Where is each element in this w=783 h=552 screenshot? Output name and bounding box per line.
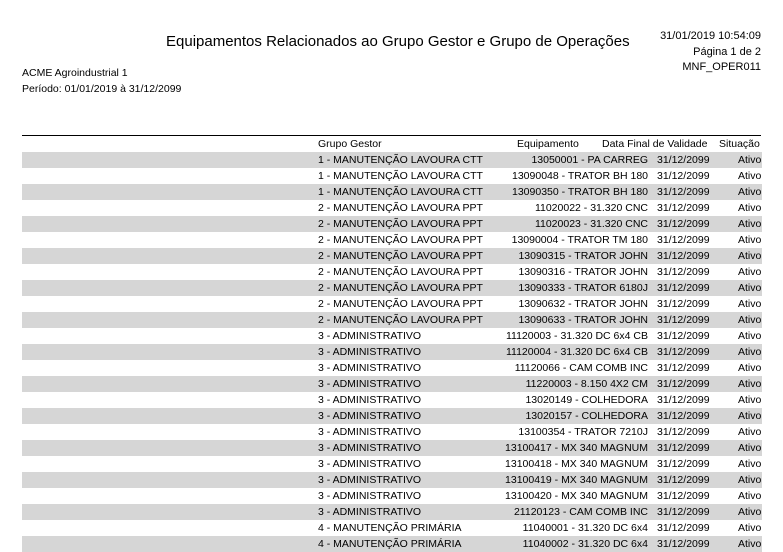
table-row — [22, 504, 762, 520]
cell-data: 31/12/2099 — [657, 154, 710, 166]
cell-data: 31/12/2099 — [657, 298, 710, 310]
cell-data: 31/12/2099 — [657, 458, 710, 470]
cell-equipamento: 13100417 - MX 340 MAGNUM — [505, 442, 648, 454]
cell-data: 31/12/2099 — [657, 362, 710, 374]
table-row — [22, 232, 762, 248]
table-row — [22, 184, 762, 200]
cell-situacao: Ativo — [738, 154, 762, 166]
cell-situacao: Ativo — [738, 394, 762, 406]
company-name: ACME Agroindustrial 1 — [22, 67, 128, 79]
cell-grupo: 2 - MANUTENÇÃO LAVOURA PPT — [318, 218, 483, 230]
cell-situacao: Ativo — [738, 186, 762, 198]
cell-situacao: Ativo — [738, 234, 762, 246]
table-row — [22, 280, 762, 296]
cell-data: 31/12/2099 — [657, 378, 710, 390]
cell-equipamento: 13100420 - MX 340 MAGNUM — [505, 490, 648, 502]
cell-situacao: Ativo — [738, 538, 762, 550]
cell-equipamento: 11220003 - 8.150 4X2 CM — [525, 378, 648, 390]
report-table-body — [22, 152, 762, 552]
cell-grupo: 3 - ADMINISTRATIVO — [318, 410, 422, 422]
report-title: Equipamentos Relacionados ao Grupo Gestor e Grupo de Operações — [166, 33, 630, 50]
cell-equipamento: 13090632 - TRATOR JOHN — [518, 298, 648, 310]
cell-equipamento: 21120123 - CAM COMB INC — [513, 506, 648, 518]
table-row — [22, 488, 762, 504]
cell-data: 31/12/2099 — [657, 218, 710, 230]
cell-equipamento: 11120004 - 31.320 DC 6x4 CB — [505, 346, 648, 358]
cell-equipamento: 11020023 - 31.320 CNC — [534, 218, 648, 230]
cell-data: 31/12/2099 — [657, 410, 710, 422]
cell-situacao: Ativo — [738, 474, 762, 486]
table-row — [22, 328, 762, 344]
cell-equipamento: 11120066 - CAM COMB INC — [514, 362, 648, 374]
cell-data: 31/12/2099 — [657, 394, 710, 406]
cell-equipamento: 13090048 - TRATOR BH 180 — [512, 170, 648, 182]
table-row — [22, 408, 762, 424]
table-row — [22, 424, 762, 440]
cell-grupo: 3 - ADMINISTRATIVO — [318, 474, 422, 486]
print-datetime: 31/01/2019 10:54:09 — [660, 30, 761, 42]
cell-grupo: 3 - ADMINISTRATIVO — [318, 330, 422, 342]
column-header-data: Data Final de Validade — [602, 138, 708, 150]
cell-data: 31/12/2099 — [657, 490, 710, 502]
cell-situacao: Ativo — [738, 330, 762, 342]
cell-data: 31/12/2099 — [657, 522, 710, 534]
cell-data: 31/12/2099 — [657, 426, 710, 438]
cell-grupo: 2 - MANUTENÇÃO LAVOURA PPT — [318, 250, 483, 262]
table-row — [22, 360, 762, 376]
cell-grupo: 3 - ADMINISTRATIVO — [318, 506, 422, 518]
cell-situacao: Ativo — [738, 298, 762, 310]
cell-situacao: Ativo — [738, 378, 762, 390]
cell-grupo: 3 - ADMINISTRATIVO — [318, 490, 422, 502]
cell-equipamento: 11040002 - 31.320 DC 6x4 — [522, 538, 648, 550]
cell-data: 31/12/2099 — [657, 474, 710, 486]
cell-situacao: Ativo — [738, 362, 762, 374]
table-row — [22, 536, 762, 552]
cell-data: 31/12/2099 — [657, 314, 710, 326]
cell-grupo: 2 - MANUTENÇÃO LAVOURA PPT — [318, 202, 483, 214]
cell-data: 31/12/2099 — [657, 250, 710, 262]
table-row — [22, 168, 762, 184]
column-header-equipamento: Equipamento — [517, 138, 579, 150]
period-label: Período: 01/01/2019 à 31/12/2099 — [22, 83, 182, 95]
table-row — [22, 216, 762, 232]
cell-grupo: 4 - MANUTENÇÃO PRIMÁRIA — [318, 538, 462, 550]
cell-data: 31/12/2099 — [657, 234, 710, 246]
cell-equipamento: 13050001 - PA CARREG — [531, 154, 648, 166]
cell-grupo: 3 - ADMINISTRATIVO — [318, 378, 422, 390]
cell-equipamento: 13090350 - TRATOR BH 180 — [512, 186, 648, 198]
cell-grupo: 1 - MANUTENÇÃO LAVOURA CTT — [318, 170, 483, 182]
cell-equipamento: 13100419 - MX 340 MAGNUM — [505, 474, 648, 486]
cell-data: 31/12/2099 — [657, 346, 710, 358]
cell-grupo: 3 - ADMINISTRATIVO — [318, 362, 422, 374]
table-row — [22, 440, 762, 456]
cell-situacao: Ativo — [738, 506, 762, 518]
cell-situacao: Ativo — [738, 266, 762, 278]
table-row — [22, 520, 762, 536]
cell-grupo: 2 - MANUTENÇÃO LAVOURA PPT — [318, 234, 483, 246]
report-code: MNF_OPER011 — [682, 61, 761, 73]
table-row — [22, 472, 762, 488]
cell-situacao: Ativo — [738, 202, 762, 214]
table-row — [22, 296, 762, 312]
cell-equipamento: 13090633 - TRATOR JOHN — [518, 314, 648, 326]
cell-equipamento: 13100418 - MX 340 MAGNUM — [505, 458, 648, 470]
table-row — [22, 344, 762, 360]
cell-data: 31/12/2099 — [657, 538, 710, 550]
table-row — [22, 200, 762, 216]
header-divider — [22, 135, 761, 136]
cell-equipamento: 13100354 - TRATOR 7210J — [518, 426, 648, 438]
cell-situacao: Ativo — [738, 458, 762, 470]
table-row — [22, 312, 762, 328]
cell-data: 31/12/2099 — [657, 202, 710, 214]
cell-situacao: Ativo — [738, 410, 762, 422]
cell-equipamento: 11040001 - 31.320 DC 6x4 — [522, 522, 648, 534]
table-row — [22, 456, 762, 472]
cell-situacao: Ativo — [738, 426, 762, 438]
cell-situacao: Ativo — [738, 282, 762, 294]
cell-grupo: 1 - MANUTENÇÃO LAVOURA CTT — [318, 186, 483, 198]
column-header-situacao: Situação — [719, 138, 760, 150]
cell-grupo: 3 - ADMINISTRATIVO — [318, 442, 422, 454]
cell-grupo: 2 - MANUTENÇÃO LAVOURA PPT — [318, 298, 483, 310]
cell-data: 31/12/2099 — [657, 186, 710, 198]
cell-situacao: Ativo — [738, 442, 762, 454]
cell-grupo: 1 - MANUTENÇÃO LAVOURA CTT — [318, 154, 483, 166]
cell-data: 31/12/2099 — [657, 442, 710, 454]
column-header-grupo: Grupo Gestor — [318, 138, 382, 150]
cell-grupo: 3 - ADMINISTRATIVO — [318, 394, 422, 406]
cell-data: 31/12/2099 — [657, 506, 710, 518]
table-row — [22, 376, 762, 392]
cell-grupo: 3 - ADMINISTRATIVO — [318, 346, 422, 358]
cell-equipamento: 13020157 - COLHEDORA — [525, 410, 648, 422]
cell-grupo: 2 - MANUTENÇÃO LAVOURA PPT — [318, 314, 483, 326]
cell-grupo: 4 - MANUTENÇÃO PRIMÁRIA — [318, 522, 462, 534]
cell-situacao: Ativo — [738, 170, 762, 182]
cell-grupo: 2 - MANUTENÇÃO LAVOURA PPT — [318, 266, 483, 278]
page-indicator: Página 1 de 2 — [693, 45, 761, 58]
report-meta — [621, 29, 761, 76]
cell-situacao: Ativo — [738, 522, 762, 534]
cell-equipamento: 13020149 - COLHEDORA — [525, 394, 648, 406]
cell-data: 31/12/2099 — [657, 266, 710, 278]
table-row — [22, 248, 762, 264]
cell-situacao: Ativo — [738, 314, 762, 326]
cell-data: 31/12/2099 — [657, 282, 710, 294]
cell-equipamento: 11120003 - 31.320 DC 6x4 CB — [505, 330, 648, 342]
table-row — [22, 264, 762, 280]
cell-grupo: 3 - ADMINISTRATIVO — [318, 458, 422, 470]
cell-equipamento: 13090004 - TRATOR TM 180 — [511, 234, 648, 246]
cell-equipamento: 13090333 - TRATOR 6180J — [518, 282, 648, 294]
cell-equipamento: 11020022 - 31.320 CNC — [534, 202, 648, 214]
cell-situacao: Ativo — [738, 218, 762, 230]
table-row — [22, 152, 762, 168]
cell-grupo: 3 - ADMINISTRATIVO — [318, 426, 422, 438]
cell-situacao: Ativo — [738, 490, 762, 502]
cell-situacao: Ativo — [738, 346, 762, 358]
table-row — [22, 392, 762, 408]
cell-situacao: Ativo — [738, 250, 762, 262]
cell-data: 31/12/2099 — [657, 170, 710, 182]
cell-equipamento: 13090315 - TRATOR JOHN — [518, 250, 648, 262]
cell-equipamento: 13090316 - TRATOR JOHN — [518, 266, 648, 278]
cell-data: 31/12/2099 — [657, 330, 710, 342]
cell-grupo: 2 - MANUTENÇÃO LAVOURA PPT — [318, 282, 483, 294]
